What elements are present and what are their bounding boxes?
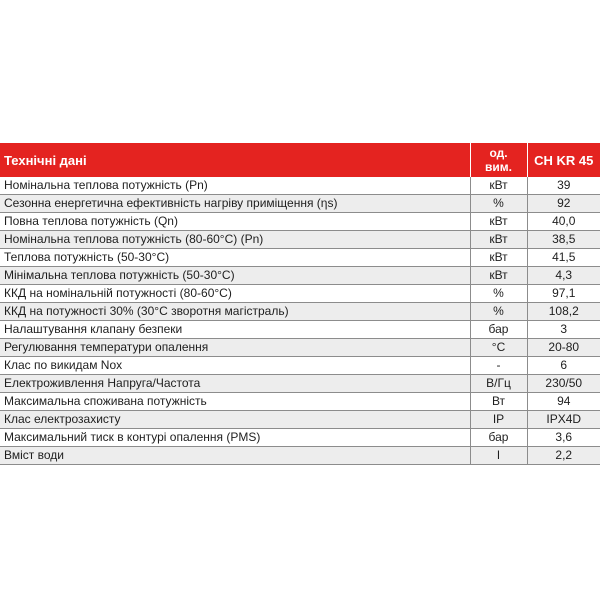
table-row [0,375,600,393]
row-value: 6 [527,357,600,375]
row-parameter: Максимальний тиск в контурі опалення (PMS) [0,429,470,447]
table-row [0,393,600,411]
row-value: 41,5 [527,249,600,267]
row-unit: кВт [470,267,527,285]
row-unit: IP [470,411,527,429]
row-value: 40,0 [527,213,600,231]
table-body [0,177,600,465]
row-value: 3,6 [527,429,600,447]
table-row [0,303,600,321]
row-value: IPX4D [527,411,600,429]
table-row [0,213,600,231]
row-value: 108,2 [527,303,600,321]
row-parameter: Номінальна теплова потужність (80-60°C) (Pn) [0,231,470,249]
row-unit: Вт [470,393,527,411]
table-row [0,195,600,213]
row-value: 97,1 [527,285,600,303]
table-row [0,321,600,339]
row-parameter: Вміст води [0,447,470,465]
table-row [0,357,600,375]
row-parameter: Повна теплова потужність (Qn) [0,213,470,231]
row-value: 230/50 [527,375,600,393]
row-parameter: Сезонна енергетична ефективність нагріву приміщення (ηs) [0,195,470,213]
table-header-row [0,143,600,177]
row-parameter: Регулювання температури опалення [0,339,470,357]
row-unit: бар [470,429,527,447]
table-row [0,429,600,447]
table-row [0,411,600,429]
row-unit: l [470,447,527,465]
table-row [0,339,600,357]
specifications-table [0,143,600,465]
row-value: 2,2 [527,447,600,465]
row-unit: °C [470,339,527,357]
row-parameter: Клас по викидам Nox [0,357,470,375]
row-unit: кВт [470,177,527,195]
row-parameter: Електроживлення Напруга/Частота [0,375,470,393]
header-model: CH KR 45 [527,143,600,177]
table-row [0,285,600,303]
row-unit: В/Гц [470,375,527,393]
row-unit: % [470,303,527,321]
header-parameter: Технічні дані [0,143,470,177]
row-parameter: Мінімальна теплова потужність (50-30°C) [0,267,470,285]
row-unit: кВт [470,249,527,267]
row-value: 39 [527,177,600,195]
row-unit: - [470,357,527,375]
row-unit: кВт [470,213,527,231]
row-parameter: Теплова потужність (50-30°C) [0,249,470,267]
row-parameter: ККД на потужності 30% (30°C зворотня магістраль) [0,303,470,321]
row-value: 20-80 [527,339,600,357]
row-value: 92 [527,195,600,213]
row-value: 4,3 [527,267,600,285]
row-unit: % [470,285,527,303]
header-unit: од. вим. [470,143,527,177]
row-parameter: Номінальна теплова потужність (Pn) [0,177,470,195]
row-unit: % [470,195,527,213]
table-row [0,177,600,195]
table-row [0,231,600,249]
row-value: 3 [527,321,600,339]
row-value: 94 [527,393,600,411]
table-row [0,447,600,465]
table-row [0,249,600,267]
table-row [0,267,600,285]
row-unit: кВт [470,231,527,249]
row-value: 38,5 [527,231,600,249]
row-parameter: ККД на номінальній потужності (80-60°C) [0,285,470,303]
row-parameter: Клас електрозахисту [0,411,470,429]
row-parameter: Максимальна споживана потужність [0,393,470,411]
row-parameter: Налаштування клапану безпеки [0,321,470,339]
row-unit: бар [470,321,527,339]
